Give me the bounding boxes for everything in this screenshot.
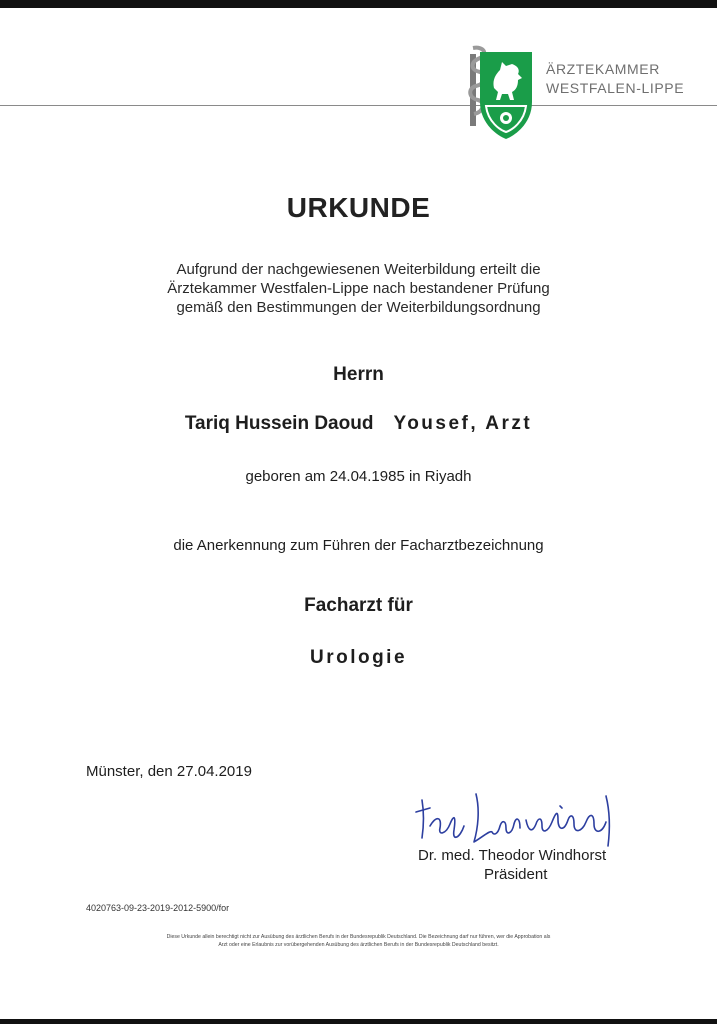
organization-name-line2: WESTFALEN-LIPPE [546,80,685,96]
header-rule [0,105,717,106]
recipient-name [0,413,717,435]
legal-footnote [60,933,657,949]
intro-line-2: Ärztekammer Westfalen-Lippe nach bestandener Prüfung [167,280,550,297]
intro-paragraph [0,260,717,317]
footnote-line-2: Arzt oder eine Erlaubnis zur vorübergehenden Ausübung des ärztlichen Berufs in der Bundesrepublik Deutschland besitzt. [218,942,499,948]
intro-line-1: Aufgrund der nachgewiesenen Weiterbildung erteilt die [176,261,541,278]
intro-line-3: gemäß den Bestimmungen der Weiterbildungsordnung [176,299,541,316]
birth-info: geboren am 24.04.1985 in Riyadh [245,468,472,485]
footnote-line-1: Diese Urkunde allein berechtigt nicht zur Ausübung des ärztlichen Berufs in der Bundesrepublik Deutschland. Die Bezeichnung darf nur führen, wer die Approbation als [166,934,551,940]
place-and-date: Münster, den 27.04.2019 [86,763,252,780]
signer-role: Präsident [484,866,548,883]
signer-name: Dr. med. Theodor Windhorst [418,847,607,864]
recognition-statement: die Anerkennung zum Führen der Facharztbezeichnung [173,537,544,554]
organization-name [546,60,684,98]
document-title: URKUNDE [286,192,431,223]
bottom-border [0,1019,717,1024]
specialist-title: Facharzt für [304,595,413,616]
organization-name-line1: ÄRZTEKAMMER [546,61,660,77]
aerztekammer-logo [466,44,536,140]
top-border [0,0,717,8]
recipient-given-names: Tariq Hussein Daoud [184,413,374,434]
salutation: Herrn [333,364,384,385]
recipient-surname-title: Yousef, Arzt [393,413,533,434]
reference-number: 4020763-09-23-2019-2012-5900/for [86,903,230,913]
specialty-name: Urologie [309,647,408,668]
signatory [418,846,638,884]
